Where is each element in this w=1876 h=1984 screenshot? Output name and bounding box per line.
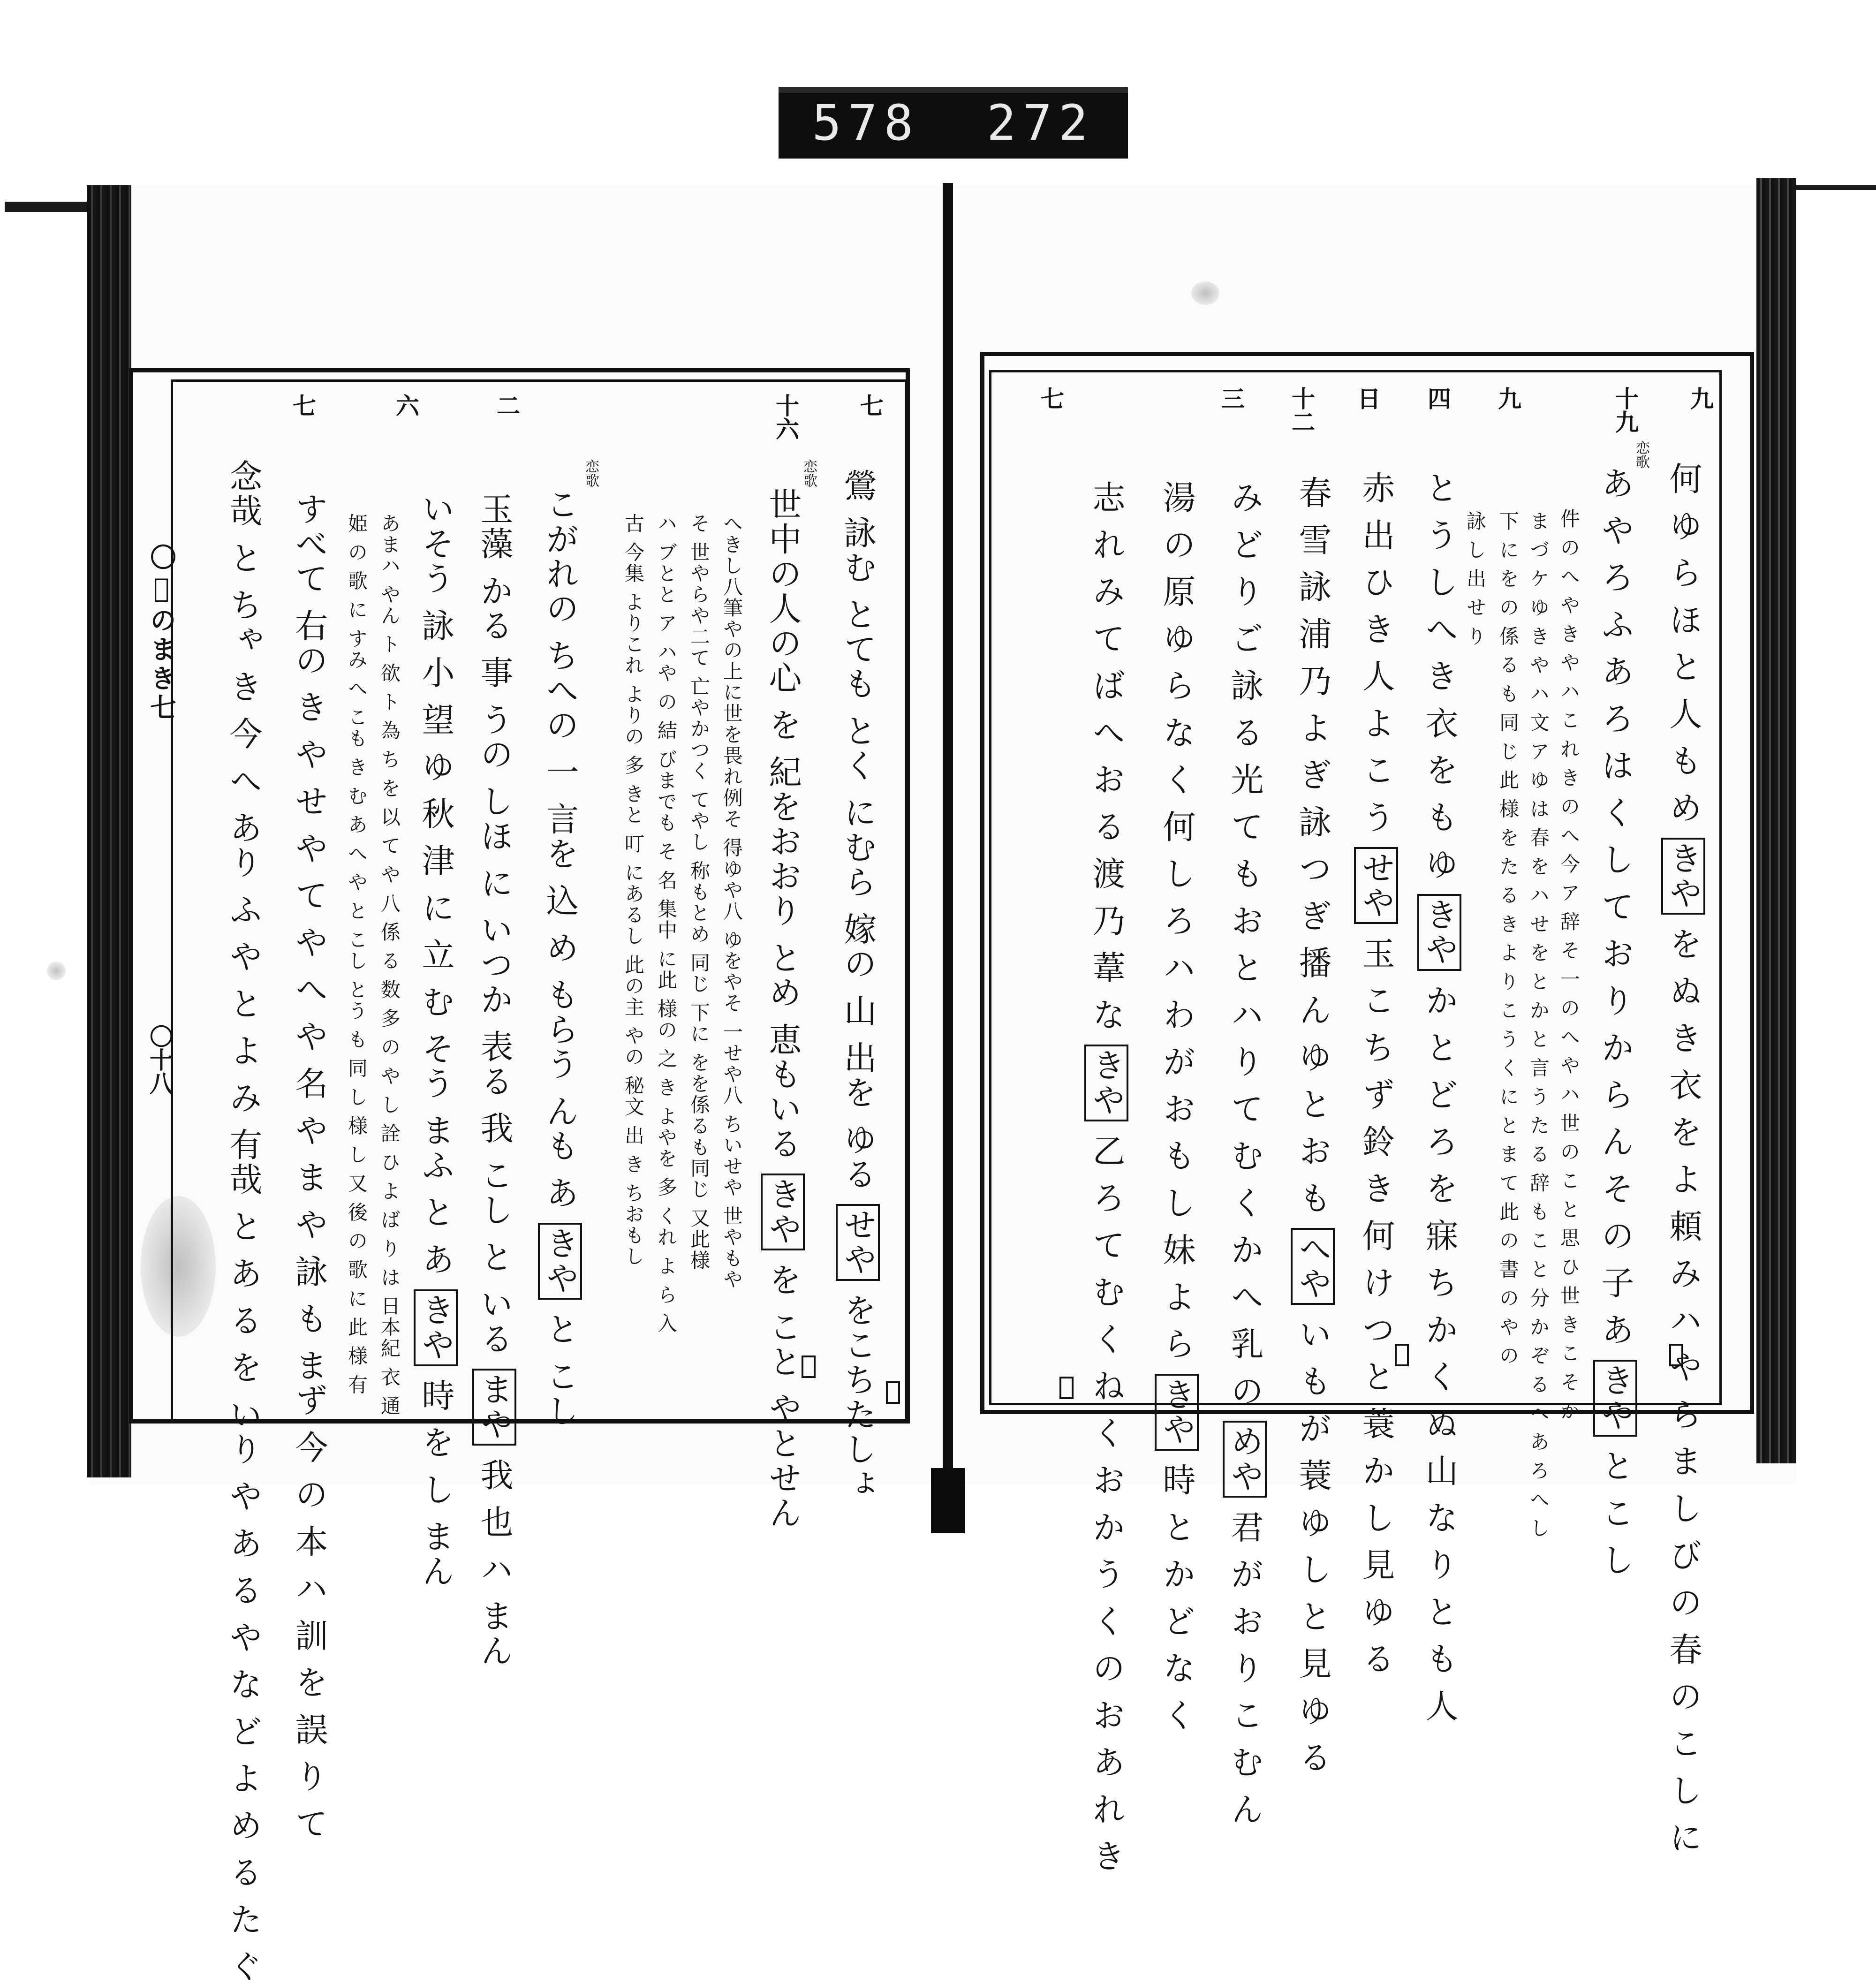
note-column: 下 に を の 係 る も 同 じ 此 様 を た る き よ り こ う く に と ま て 此 の 書 の や の (1497, 511, 1520, 1367)
boxed-particle: めや (1223, 1421, 1267, 1498)
margin-box-mark (802, 1355, 816, 1378)
boxed-particle: きや (538, 1223, 582, 1300)
text-column: こがれの ちへの 一 言を 込 め もらう んも あ きや と こし (544, 487, 576, 1429)
label-edge (779, 87, 1128, 93)
left-page (129, 368, 910, 1984)
column-head: 九 (1687, 386, 1714, 410)
note-column: 詠 し 出 せ り (1464, 511, 1487, 647)
column-head: 七 (856, 394, 884, 417)
text-column: 湯 の 原 ゆ ら な く 何 し ろ ハ わ が お も し 妹 よ ら きや 時 と か ど な く (1160, 480, 1193, 1733)
text-column: 世中の人の心 を 紀をおおり とめ 恵もいる きや を こと やとせん (766, 487, 799, 1530)
note-column: あまハ やん ト 欲 ト 為 ち を 以 て や 八 係 る 数 多 の や し 詮 ひ よ ば り は 日本紀 衣 通 (378, 513, 401, 1417)
text-column: 鶯 詠む とても とく にむら 嫁の 山 出を ゆる せや をこちたしょ (841, 469, 874, 1502)
ink-spot (1191, 281, 1219, 305)
margin-box-mark (1669, 1344, 1683, 1366)
boxed-particle: せや (836, 1204, 880, 1281)
column-head: 十六 (772, 394, 800, 440)
book-edge-left (87, 185, 131, 1477)
film-label (779, 87, 1128, 159)
ink-spot (47, 962, 66, 980)
text-column: あ や ろ ふ あ ろ は く し て お り か ら ん そ の 子 あ きや と こ し (1599, 466, 1632, 1578)
boxed-particle: まや (472, 1369, 516, 1446)
boxed-particle: きや (1155, 1374, 1199, 1451)
film-label-left-number: 578 (812, 94, 920, 151)
ruby-annotation: 恋歌 (801, 459, 817, 487)
column-head: 七 (289, 394, 317, 417)
text-column: 何 ゆ ら ほ と 人 も め きや を ぬ き 衣 を よ 頼 み ハ や ら ま し び の 春 の こ し に (1667, 462, 1700, 1855)
film-label-right-number: 272 (986, 94, 1095, 151)
boxed-particle: きや (1661, 838, 1705, 915)
text-column: すべて 右の き や せ や て や へ や 名 や ま や 詠 も まず 今 の 本 ハ 訓 を 誤 り て (290, 492, 328, 1841)
column-head: 九 (1494, 386, 1522, 410)
margin-box-mark (1395, 1344, 1409, 1366)
left-page-margin-note: 〇𬼀のまき七 (146, 544, 177, 723)
column-head: 日 (1354, 386, 1381, 410)
cover-edge-right (1792, 185, 1876, 190)
column-head: 四 (1424, 386, 1452, 410)
book-edge-right (1756, 178, 1796, 1463)
text-column: み ど り ご 詠 る 光 て も お と ハ り て む く か へ 乳 の めや 君 が お り こ む ん (1228, 480, 1261, 1827)
note-column: へきし八筆やの上に世を畏れ例そ 得ゆや八 ゆをやそ 一せや八 ちいせや 世やもや (720, 513, 743, 1290)
book-gutter-foot (931, 1468, 965, 1533)
text-column: いそう 詠 小 望 ゆ 秋 津 に 立 む そう まふ と あ きや 時 を し まん (419, 492, 452, 1589)
text-column: 赤 出 ひ き 人 よ こ う せや 玉 こ ち ず 鈴 き 何 け つ と 蓑 か し 見 ゆ る (1360, 471, 1392, 1676)
text-column: 春 雪 詠 浦 乃 よ ぎ 詠 つ ぎ 播 ん ゆ と お も へや い も が 蓑 ゆ し と 見 ゆ る (1296, 476, 1329, 1775)
text-column: 念哉 と ちゃ き 今 へ あり ふ や と よ み 有哉 と あ る を いり や あ る や な ど よ め る た ぐ (224, 459, 263, 1984)
note-column: そ 世やらや二て 亡やかつく てやし 称もとめ 同じ 下に をを係るも同じ 又此様 (688, 513, 711, 1271)
boxed-particle: きや (414, 1289, 458, 1366)
column-head: 十二 (1288, 386, 1316, 433)
column-head: 二 (493, 394, 521, 417)
ruby-annotation: 恋歌 (1633, 440, 1649, 469)
text-column: 玉藻 かる 事 うの しほ に いつか 表る 我 こし と いる まや 我 也 ハ まん (478, 492, 511, 1668)
column-head: 十九 (1611, 386, 1639, 433)
note-column: 姫 の 歌 に すみ へ こも き む あ へ や と こし とう も 同 し 様 し 又 後 の 歌 に 此 様 有 (345, 513, 368, 1396)
left-page-folio: 〇十八 (146, 1024, 174, 1095)
right-page (980, 352, 1754, 1874)
column-head: 六 (392, 394, 420, 417)
text-column: 志 れ み て ば へ お る 渡 乃 葦 な きや 乙 ろ て む く ね く お か う く の お あ れ き (1090, 480, 1123, 1874)
column-head: 七 (1037, 386, 1065, 410)
margin-box-mark (886, 1381, 900, 1404)
note-column: ハ ブとと ア ハや の 結 びまでも そ 名 集中 に此 様の 之 き よやを 多 くれ よ ら 入 (655, 513, 678, 1334)
column-head: 三 (1218, 386, 1245, 410)
book-gutter (943, 183, 953, 1496)
note-column: ま づ ケ ゆ き や ハ 文 ア ゆ は 春 を ハ せ を と か と 言 う た る 辞 も こ と 分 か ぞ る へ あ ろ へ し (1527, 511, 1550, 1539)
boxed-particle: せや (1354, 847, 1398, 924)
note-column: 古 今集 よりこれ よりの 多 きと 叮 にあるし 此の主 やの 秘文 出 き ちおもし (622, 513, 645, 1267)
margin-box-mark (1059, 1377, 1074, 1399)
boxed-particle: へや (1291, 1228, 1335, 1305)
ruby-annotation: 恋歌 (582, 459, 599, 487)
boxed-particle: きや (1084, 1045, 1128, 1121)
boxed-particle: きや (1417, 894, 1461, 971)
boxed-particle: きや (761, 1174, 805, 1250)
boxed-particle: きや (1593, 1360, 1637, 1437)
text-column: と う し へ き 衣 を も ゆ きや か と ど ろ を 寐 ち か く ぬ 山 な り と も 人 (1423, 471, 1456, 1723)
note-column: 件 の へ や き や ハ こ れ き の へ 今 ア 辞 そ 一 の へ や ハ 世 の こ と 思 ひ 世 き こ そ か (1558, 508, 1581, 1422)
